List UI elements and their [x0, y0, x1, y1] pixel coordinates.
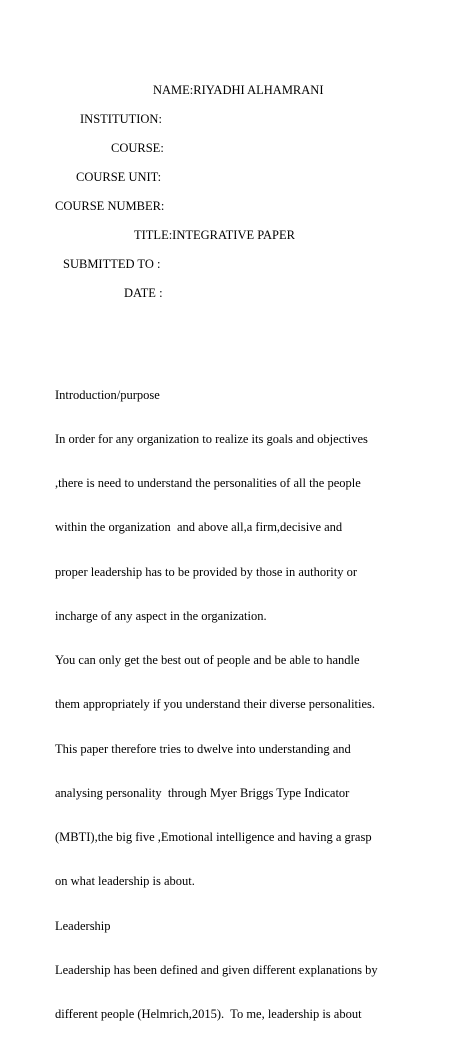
section-heading: Leadership — [55, 918, 111, 933]
submitted-to-line: SUBMITTED TO : — [63, 257, 161, 271]
title-line: TITLE:INTEGRATIVE PAPER — [134, 228, 295, 242]
paragraph-line: them appropriately if you understand their diverse personalities. — [55, 697, 376, 712]
course-number-line: COURSE NUMBER: — [55, 199, 165, 213]
paragraph-line: This paper therefore tries to dwelve into understanding and — [55, 741, 351, 756]
paragraph-line: different people (Helmrich,2015). To me, leadership is about — [55, 1007, 362, 1021]
course-unit-line: COURSE UNIT: — [76, 170, 162, 184]
paragraph-line: proper leadership has to be provided by those in authority or — [55, 564, 358, 579]
paragraph-line: Leadership has been defined and given different explanations by — [55, 962, 378, 977]
date-line: DATE : — [124, 286, 163, 300]
paragraph-line: within the organization and above all,a firm,decisive and — [55, 520, 343, 535]
course-line: COURSE: — [111, 141, 164, 155]
paragraph-line: analysing personality through Myer Briggs Type Indicator — [55, 785, 350, 800]
paragraph-line: In order for any organization to realize its goals and objectives — [55, 431, 368, 446]
paragraph-line: ,there is need to understand the personalities of all the people — [55, 476, 361, 490]
paragraph-line: (MBTI),the big five ,Emotional intelligence and having a grasp — [55, 830, 372, 844]
name-line: NAME:RIYADHI ALHAMRANI — [153, 83, 324, 97]
section-heading: Introduction/purpose — [55, 387, 160, 402]
paragraph-line: on what leadership is about. — [55, 874, 195, 889]
paragraph-line: You can only get the best out of people and be able to handle — [55, 653, 360, 667]
body-text — [55, 358, 450, 1051]
institution-line: INSTITUTION: — [80, 112, 162, 126]
paragraph-line: incharge of any aspect in the organization. — [55, 608, 267, 623]
